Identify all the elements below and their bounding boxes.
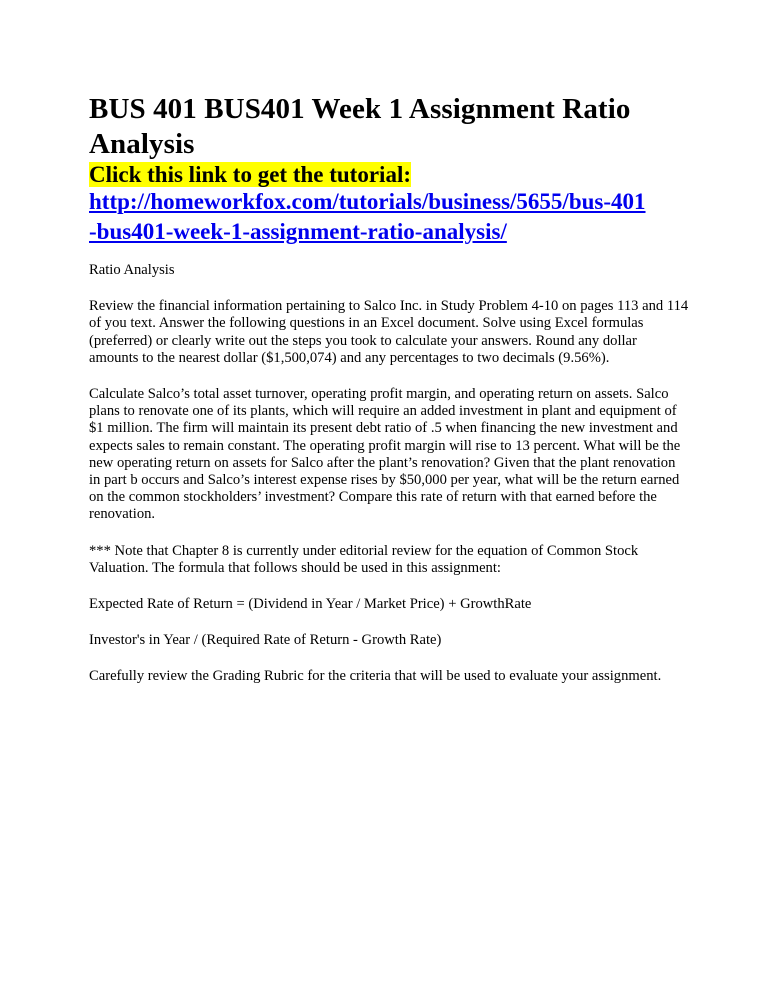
formula-expected-return: Expected Rate of Return = (Dividend in Year / Market Price) + GrowthRate <box>89 596 532 613</box>
paragraph-questions: Calculate Salco’s total asset turnover, operating profit margin, and operating return on assets. Salco plans to renovate one of its plants, which will require an added investment in plant and equipment of $1 million. The firm will maintain its present debt ratio of .5 when financing the new investment and expects sales to remain constant. The operating profit margin will rise to 13 percent. What will be the new operating return on assets for Salco after the plant’s renovation? Given that the plant renovation in part b occurs and Salco’s interest expense rises by $50,000 per year, what will be the return earned on the common stockholders’ investment? Compare this rate of return with that earned before the renovation. <box>89 386 681 523</box>
document-title: BUS 401 BUS401 Week 1 Assignment Ratio Analysis <box>89 93 631 160</box>
section-heading: Ratio Analysis <box>89 262 175 278</box>
paragraph-note: *** Note that Chapter 8 is currently under editorial review for the equation of Common Stock Valuation. The formula that follows should be used in this assignment: <box>89 542 639 576</box>
paragraph-rubric: Carefully review the Grading Rubric for the criteria that will be used to evaluate your assignment. <box>89 668 662 685</box>
cta-highlight: Click this link to get the tutorial: <box>89 162 411 187</box>
tutorial-link[interactable]: http://homeworkfox.com/tutorials/business/5655/bus-401-bus401-week-1-assignment-ratio-analysis/ <box>89 189 646 244</box>
tutorial-cta <box>89 162 689 188</box>
document-page <box>89 92 689 686</box>
tutorial-link-block <box>89 188 649 248</box>
paragraph-instructions: Review the financial information pertaining to Salco Inc. in Study Problem 4-10 on pages 113 and 114 of you text. Answer the following questions in an Excel document. Solve using Excel formulas (preferred) or clearly write out the steps you took to calculate your answers. Round any dollar amounts to the nearest dollar ($1,500,074) and any percentages to two decimals (9.56%). <box>89 298 689 366</box>
formula-investor: Investor's in Year / (Required Rate of Return - Growth Rate) <box>89 632 442 649</box>
